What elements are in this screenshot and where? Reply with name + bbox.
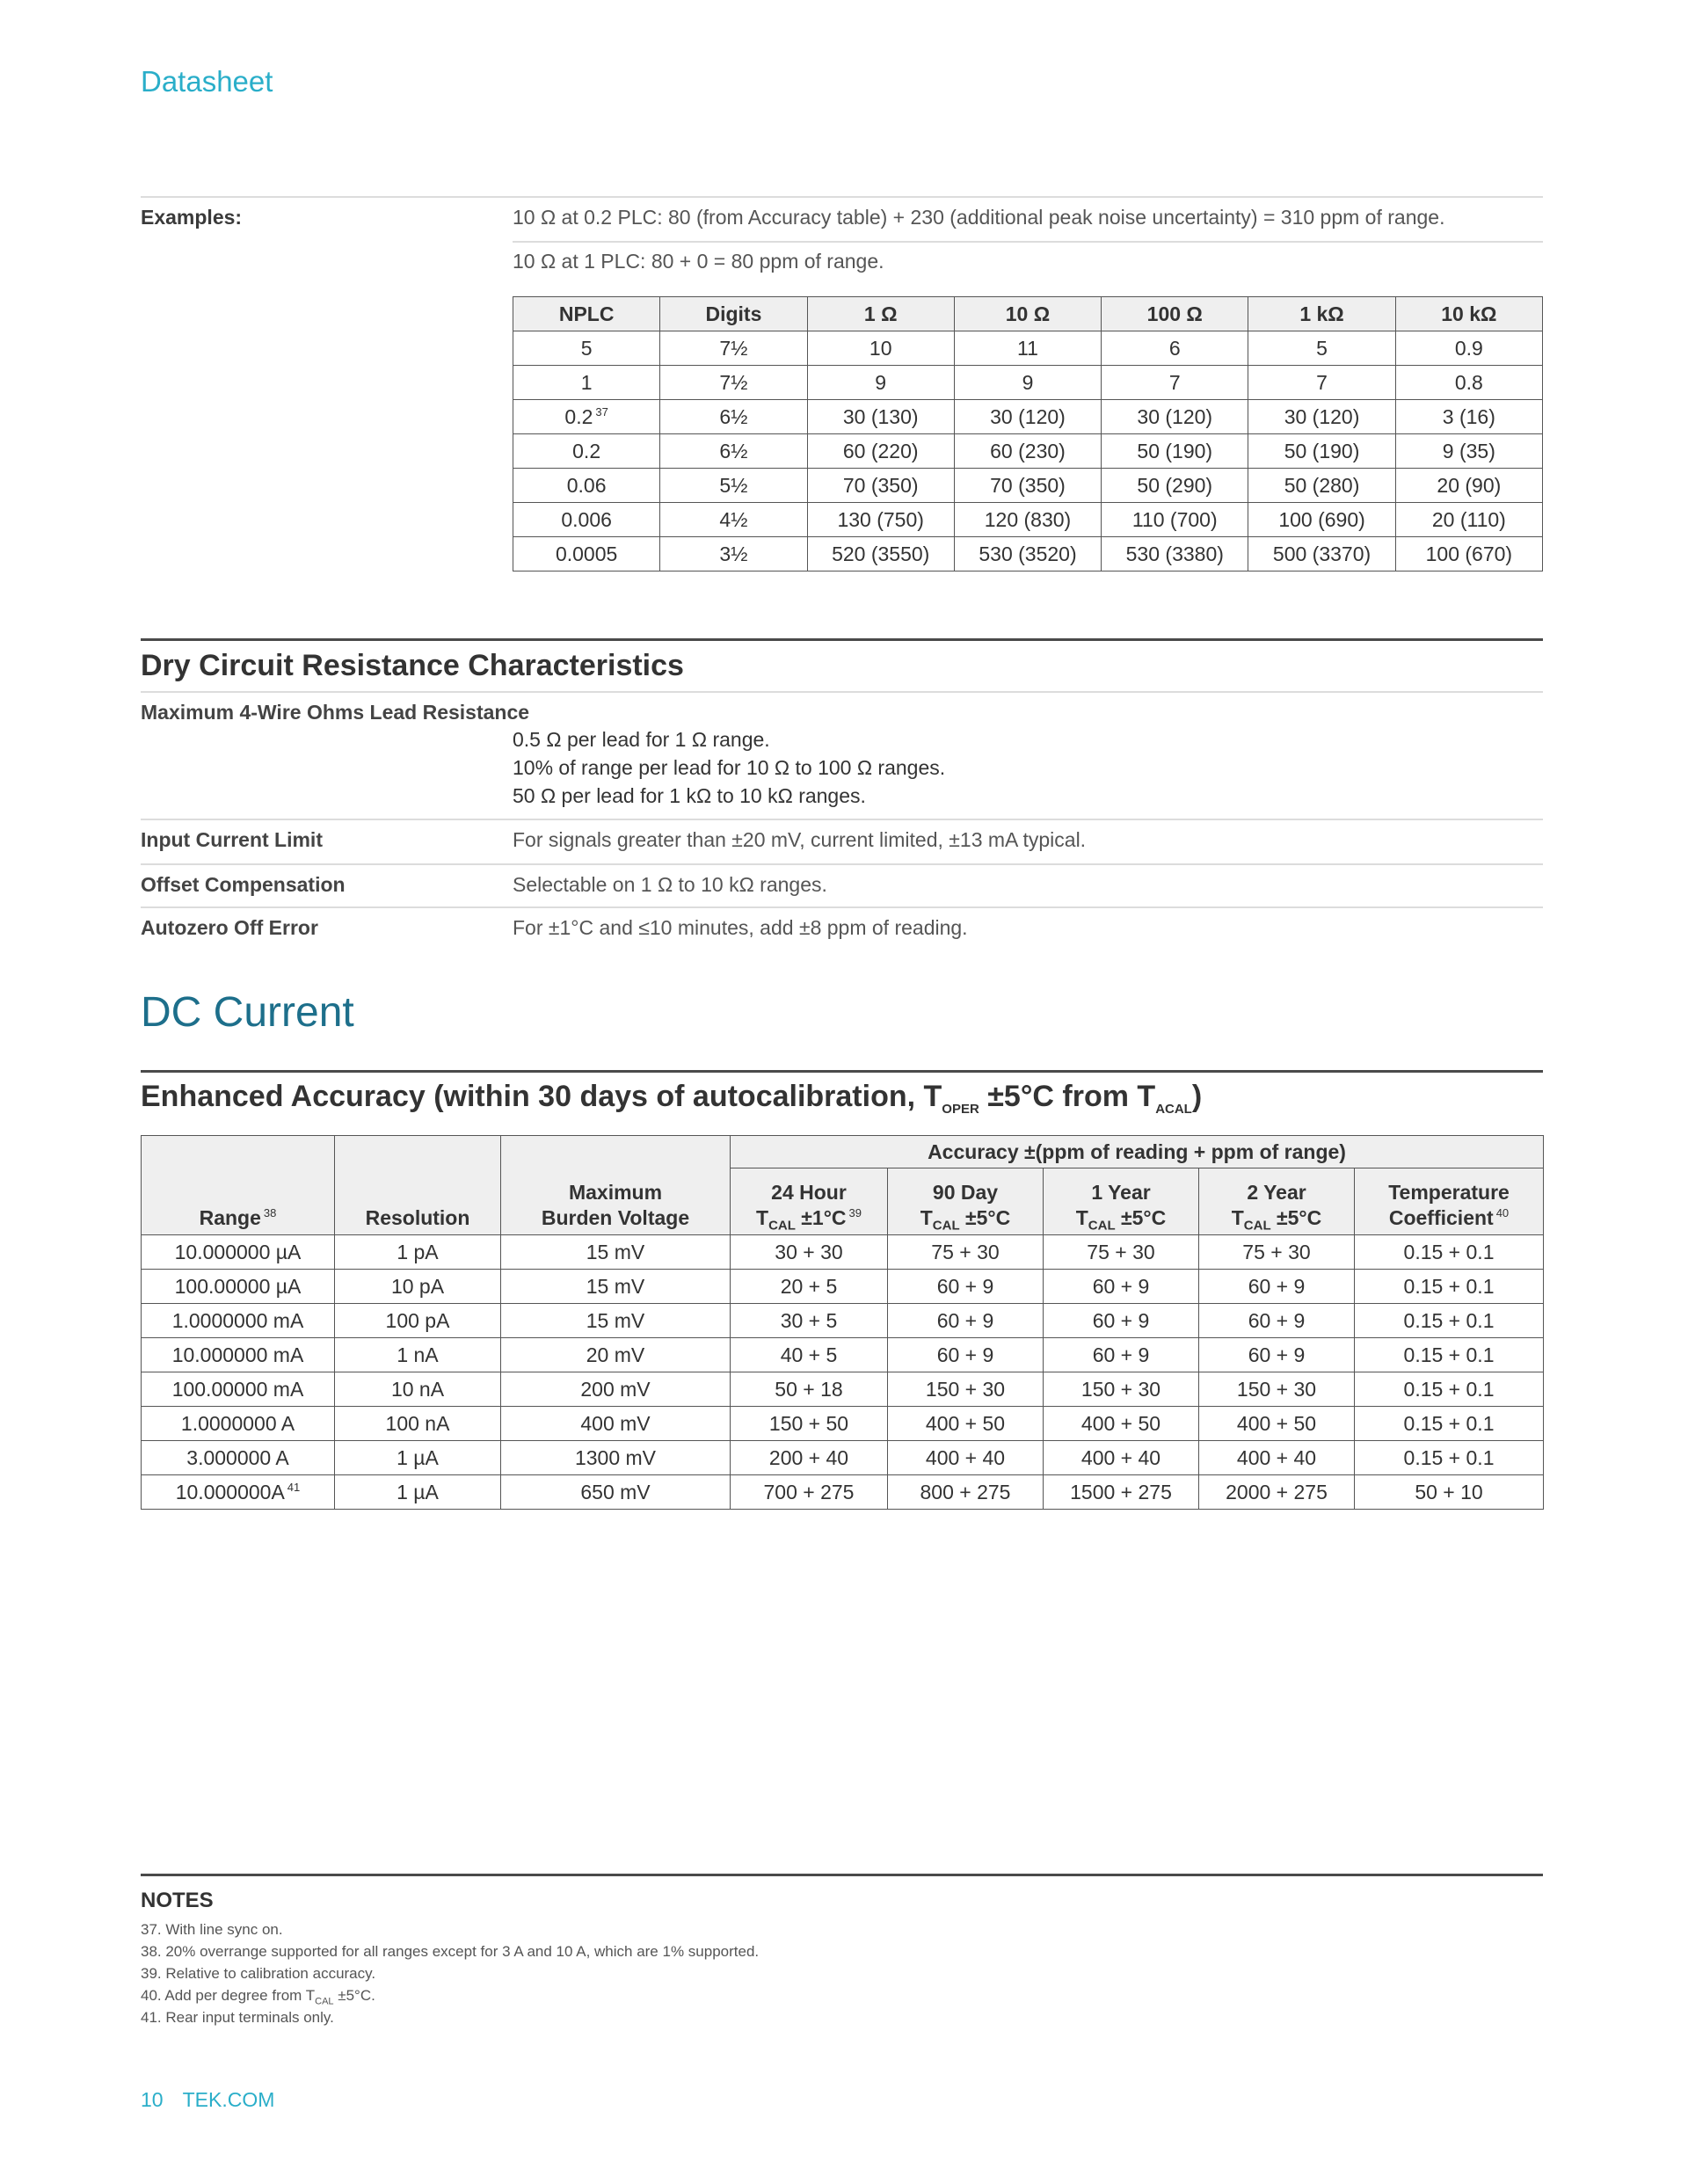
table-row: [513, 469, 1543, 503]
table-cell: 9: [954, 366, 1101, 400]
note-item: 37. With line sync on.: [141, 1921, 283, 1938]
spec-label: Input Current Limit: [141, 828, 323, 851]
table-cell: 0.15 + 0.1: [1355, 1372, 1544, 1407]
page-footer: [141, 2088, 274, 2112]
nplc-noise-table: [513, 296, 1543, 571]
cell-nplc: [513, 400, 660, 434]
table-cell: 400 + 40: [1199, 1441, 1355, 1475]
divider: [141, 196, 1543, 198]
table-cell: 60 (220): [807, 434, 954, 469]
table-cell: 75 + 30: [888, 1235, 1044, 1270]
nplc-value: 0.006: [561, 507, 612, 531]
example-line: 10 Ω at 0.2 PLC: 80 (from Accuracy table) + 230 (additional peak noise uncertainty) = 310 ppm of range.: [513, 206, 1445, 229]
table-cell: 0.9: [1395, 331, 1542, 366]
enhanced-accuracy-heading: Enhanced Accuracy (within 30 days of autocalibration, $T_{OPER} \pm 5^\circ C$ from $T_{ACAL}$): [141, 1080, 1203, 1117]
table-cell: 30 (120): [1248, 400, 1395, 434]
table-cell: 520 (3550): [807, 537, 954, 571]
col-header-range: Range $^{38}$: [142, 1136, 335, 1235]
divider: [513, 241, 1543, 243]
nplc-value: 0.2: [564, 404, 593, 428]
range-value: 3.000000 A: [186, 1445, 289, 1469]
t-subscript: CAL: [1088, 1218, 1116, 1234]
dc-current-accuracy-table: [141, 1135, 1544, 1510]
table-cell: 10: [807, 331, 954, 366]
table-cell: 1500 + 275: [1044, 1475, 1199, 1510]
table-cell: 400 + 50: [888, 1407, 1044, 1441]
table-cell: 60 + 9: [1199, 1304, 1355, 1338]
table-cell: 6½: [660, 400, 807, 434]
table-row: [142, 1304, 1544, 1338]
cell-nplc: [513, 537, 660, 571]
table-row: [513, 400, 1543, 434]
table-cell: 70 (350): [954, 469, 1101, 503]
table-cell: 1 pA: [335, 1235, 501, 1270]
range-value: 10.000000 mA: [171, 1343, 304, 1366]
table-cell: 20 (90): [1395, 469, 1542, 503]
col-header-period: [1199, 1168, 1355, 1235]
table-cell: 30 (120): [954, 400, 1101, 434]
col-header: 10 Ω: [954, 297, 1101, 331]
table-cell: 150 + 30: [1044, 1372, 1199, 1407]
table-cell: 0.15 + 0.1: [1355, 1407, 1544, 1441]
table-cell: 15 mV: [501, 1270, 731, 1304]
divider: [141, 906, 1543, 908]
table-cell: 100 pA: [335, 1304, 501, 1338]
t-symbol: T: [1075, 1206, 1088, 1229]
cell-nplc: [513, 434, 660, 469]
examples-label: Examples:: [141, 206, 243, 229]
table-cell: 400 + 50: [1199, 1407, 1355, 1441]
notes-title: NOTES: [141, 1889, 214, 1912]
table-cell: 4½: [660, 503, 807, 537]
footnote-ref: 41: [287, 1480, 301, 1494]
cell-nplc: [513, 366, 660, 400]
table-cell: 15 mV: [501, 1304, 731, 1338]
table-cell: 75 + 30: [1044, 1235, 1199, 1270]
table-cell: 530 (3520): [954, 537, 1101, 571]
table-cell: 100 nA: [335, 1407, 501, 1441]
cell-nplc: [513, 331, 660, 366]
period-label: 1 Year: [1091, 1181, 1151, 1204]
table-row: [142, 1407, 1544, 1441]
label: Temperature: [1388, 1181, 1510, 1204]
range-value: 1.0000000 A: [180, 1411, 295, 1435]
table-cell: 50 (190): [1248, 434, 1395, 469]
table-cell: 0.15 + 0.1: [1355, 1441, 1544, 1475]
table-row: [513, 537, 1543, 571]
divider: [141, 691, 1543, 693]
table-cell: 1 µA: [335, 1441, 501, 1475]
table-cell: 0.15 + 0.1: [1355, 1338, 1544, 1372]
col-header: 1 kΩ: [1248, 297, 1395, 331]
spec-value-line: 0.5 Ω per lead for 1 Ω range.: [513, 728, 770, 751]
period-label: 24 Hour: [771, 1181, 847, 1204]
table-cell: 3 (16): [1395, 400, 1542, 434]
footnote-ref: 40: [1495, 1206, 1510, 1220]
cell-range: [142, 1475, 335, 1510]
table-cell: 7: [1248, 366, 1395, 400]
col-group-accuracy: Accuracy ±(ppm of reading + ppm of range): [731, 1136, 1544, 1168]
t-symbol: T: [1231, 1206, 1244, 1229]
range-value: 100.00000 mA: [171, 1377, 304, 1401]
table-row: [513, 331, 1543, 366]
table-row: [513, 503, 1543, 537]
table-cell: 30 + 30: [731, 1235, 888, 1270]
table-cell: 0.15 + 0.1: [1355, 1270, 1544, 1304]
table-cell: 50 + 10: [1355, 1475, 1544, 1510]
col-header-temp-coefficient: [1355, 1168, 1544, 1235]
table-cell: 20 + 5: [731, 1270, 888, 1304]
table-cell: 120 (830): [954, 503, 1101, 537]
t-subscript: CAL: [932, 1218, 960, 1234]
note-item: 38. 20% overrange supported for all ranges except for 3 A and 10 A, which are 1% supported.: [141, 1943, 760, 1960]
table-cell: 60 + 9: [888, 1338, 1044, 1372]
table-cell: 7½: [660, 366, 807, 400]
label: Coefficient: [1388, 1206, 1494, 1229]
table-cell: 6: [1102, 331, 1248, 366]
table-row: [142, 1270, 1544, 1304]
divider: [141, 863, 1543, 865]
cell-range: [142, 1441, 335, 1475]
col-header: 1 Ω: [807, 297, 954, 331]
section-divider: [141, 1070, 1543, 1073]
table-cell: 5: [1248, 331, 1395, 366]
spec-value: For ±1°C and ≤10 minutes, add ±8 ppm of reading.: [513, 916, 968, 939]
table-cell: 100 (670): [1395, 537, 1542, 571]
table-cell: 60 + 9: [888, 1304, 1044, 1338]
table-cell: 75 + 30: [1199, 1235, 1355, 1270]
table-cell: 70 (350): [807, 469, 954, 503]
cell-range: [142, 1270, 335, 1304]
table-cell: 150 + 30: [1199, 1372, 1355, 1407]
t-subscript: CAL: [1243, 1218, 1271, 1234]
col-header-burden-voltage: Maximum Burden Voltage: [501, 1136, 731, 1235]
table-cell: 150 + 30: [888, 1372, 1044, 1407]
nplc-value: 0.06: [566, 473, 607, 497]
nplc-value: 0.0005: [555, 542, 618, 565]
table-cell: 20 (110): [1395, 503, 1542, 537]
table-cell: 500 (3370): [1248, 537, 1395, 571]
range-value: 10.000000A: [175, 1480, 285, 1503]
col-header: 10 kΩ: [1395, 297, 1542, 331]
table-cell: 200 + 40: [731, 1441, 888, 1475]
table-cell: 60 (230): [954, 434, 1101, 469]
section-heading-dry-circuit: Dry Circuit Resistance Characteristics: [141, 649, 684, 682]
nplc-value: 1: [580, 370, 593, 394]
table-cell: 50 + 18: [731, 1372, 888, 1407]
col-header-period: [731, 1168, 888, 1235]
page-number: 10: [141, 2088, 164, 2111]
table-cell: 400 + 40: [1044, 1441, 1199, 1475]
table-cell: 60 + 9: [1044, 1304, 1199, 1338]
spec-label: Maximum 4-Wire Ohms Lead Resistance: [141, 701, 530, 724]
cell-range: [142, 1372, 335, 1407]
example-line: 10 Ω at 1 PLC: 80 + 0 = 80 ppm of range.: [513, 250, 884, 273]
col-header-period: [888, 1168, 1044, 1235]
table-cell: 400 + 40: [888, 1441, 1044, 1475]
cell-nplc: [513, 469, 660, 503]
table-cell: 400 mV: [501, 1407, 731, 1441]
note-item: 39. Relative to calibration accuracy.: [141, 1965, 376, 1982]
col-header: NPLC: [513, 297, 660, 331]
footnote-ref: 37: [595, 404, 608, 419]
table-cell: 30 (130): [807, 400, 954, 434]
table-cell: 400 + 50: [1044, 1407, 1199, 1441]
table-cell: 60 + 9: [1044, 1338, 1199, 1372]
table-cell: 10 pA: [335, 1270, 501, 1304]
note-item: 40. Add per degree from $T_{CAL} \pm 5^\circ C$.: [141, 1987, 375, 2007]
table-cell: 700 + 275: [731, 1475, 888, 1510]
footnote-ref: 39: [848, 1206, 862, 1220]
cell-range: [142, 1407, 335, 1441]
document-header-title: Datasheet: [141, 65, 273, 98]
table-cell: 5½: [660, 469, 807, 503]
table-cell: 50 (280): [1248, 469, 1395, 503]
range-value: 1.0000000 mA: [171, 1308, 304, 1332]
range-value: 10.000000 µA: [174, 1240, 302, 1263]
temp-range: ±5°C: [959, 1206, 1011, 1229]
table-cell: 0.8: [1395, 366, 1542, 400]
table-row: [142, 1338, 1544, 1372]
table-cell: 11: [954, 331, 1101, 366]
table-cell: 530 (3380): [1102, 537, 1248, 571]
table-cell: 2000 + 275: [1199, 1475, 1355, 1510]
table-cell: 60 + 9: [1199, 1338, 1355, 1372]
table-cell: 7: [1102, 366, 1248, 400]
temp-range: ±5°C: [1115, 1206, 1167, 1229]
table-row: [513, 434, 1543, 469]
nplc-value: 5: [580, 336, 593, 360]
cell-range: [142, 1304, 335, 1338]
table-cell: 6½: [660, 434, 807, 469]
table-cell: 50 (190): [1102, 434, 1248, 469]
section-divider: [141, 638, 1543, 641]
table-cell: 1300 mV: [501, 1441, 731, 1475]
cell-nplc: [513, 503, 660, 537]
table-cell: 3½: [660, 537, 807, 571]
col-header-resolution: Resolution: [335, 1136, 501, 1235]
table-row: [513, 366, 1543, 400]
divider: [141, 819, 1543, 820]
table-cell: 40 + 5: [731, 1338, 888, 1372]
table-cell: 60 + 9: [1199, 1270, 1355, 1304]
col-header-period: [1044, 1168, 1199, 1235]
spec-value: For signals greater than ±20 mV, current limited, ±13 mA typical.: [513, 828, 1087, 851]
col-header: 100 Ω: [1102, 297, 1248, 331]
table-cell: 50 (290): [1102, 469, 1248, 503]
spec-label: Autozero Off Error: [141, 916, 318, 939]
temp-range: ±5°C: [1270, 1206, 1322, 1229]
table-cell: 200 mV: [501, 1372, 731, 1407]
note-item: 41. Rear input terminals only.: [141, 2009, 334, 2026]
nplc-value: 0.2: [572, 439, 601, 462]
spec-value-line: 50 Ω per lead for 1 kΩ to 10 kΩ ranges.: [513, 784, 866, 807]
table-cell: 1 nA: [335, 1338, 501, 1372]
range-value: 100.00000 µA: [174, 1274, 302, 1298]
table-cell: 100 (690): [1248, 503, 1395, 537]
spec-label: Offset Compensation: [141, 873, 346, 896]
cell-range: [142, 1338, 335, 1372]
table-cell: 9 (35): [1395, 434, 1542, 469]
table-row: [142, 1372, 1544, 1407]
footer-site-link[interactable]: TEK.COM: [182, 2088, 275, 2111]
section-title-dc-current: DC Current: [141, 989, 354, 1036]
table-row: [142, 1475, 1544, 1510]
table-cell: 9: [807, 366, 954, 400]
table-cell: 7½: [660, 331, 807, 366]
period-label: 2 Year: [1247, 1181, 1306, 1204]
table-cell: 800 + 275: [888, 1475, 1044, 1510]
table-cell: 150 + 50: [731, 1407, 888, 1441]
table-cell: 60 + 9: [1044, 1270, 1199, 1304]
table-cell: 650 mV: [501, 1475, 731, 1510]
t-symbol: T: [920, 1206, 933, 1229]
t-subscript: CAL: [768, 1218, 796, 1234]
table-cell: 0.15 + 0.1: [1355, 1235, 1544, 1270]
table-row: [142, 1235, 1544, 1270]
table-row: [142, 1441, 1544, 1475]
table-cell: 10 nA: [335, 1372, 501, 1407]
spec-value-line: 10% of range per lead for 10 Ω to 100 Ω ranges.: [513, 756, 946, 779]
spec-value: Selectable on 1 Ω to 10 kΩ ranges.: [513, 873, 827, 896]
col-header: Digits: [660, 297, 807, 331]
table-cell: 0.15 + 0.1: [1355, 1304, 1544, 1338]
temp-range: ±1°C: [795, 1206, 847, 1229]
table-cell: 30 (120): [1102, 400, 1248, 434]
table-cell: 60 + 9: [888, 1270, 1044, 1304]
table-cell: 15 mV: [501, 1235, 731, 1270]
notes-divider: [141, 1874, 1543, 1876]
table-cell: 110 (700): [1102, 503, 1248, 537]
cell-range: [142, 1235, 335, 1270]
period-label: 90 Day: [932, 1181, 999, 1204]
table-cell: 130 (750): [807, 503, 954, 537]
table-cell: 20 mV: [501, 1338, 731, 1372]
t-symbol: T: [756, 1206, 769, 1229]
table-cell: 30 + 5: [731, 1304, 888, 1338]
table-cell: 1 µA: [335, 1475, 501, 1510]
